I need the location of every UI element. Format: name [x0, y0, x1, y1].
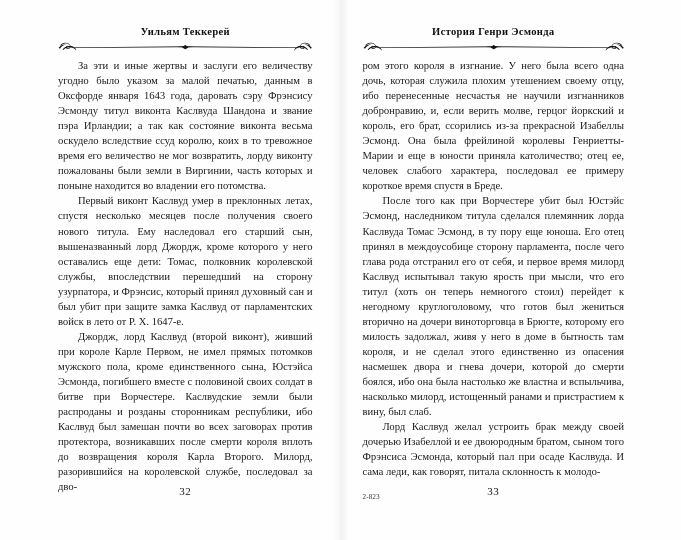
right-page-body	[363, 59, 625, 480]
paragraph: За эти и иные жертвы и заслуги его величеству угодно было указом за малой печатью, данным в Оксфорде января 1643 года, даровать сэру Фрэнсису Эсмонду титул виконта Каслвуда Шандона и звание пэра Ирландии; а так как состояние виконта весьма оскудело вследствие ссуд королю, коих в то тревожное время его величество не мог возвратить, лорду виконту пожалованы были земли в Виргинии, часть которых и поныне находится во владении его потомства.	[58, 61, 313, 193]
swash-curl-right-icon	[605, 43, 623, 51]
left-header-ornament-rule	[58, 41, 313, 53]
paragraph: Первый виконт Каслвуд умер в преклонных летах, спустя несколько месяцев после получения своего нового титула. Ему наследовал его старший сын, вышеназванный лорд Джордж, кроме которого у него оставались еще дети: Томас, полковник королевской службы, впоследствии перешедший на сторону узурпатора, и Фрэнсис, который принял духовный сан и был убит при защите замка Каслвуд от парламентских войск в лето от Р. Х. 1647-е.	[58, 196, 313, 328]
signature-mark: 2-823	[362, 493, 380, 501]
paragraph: После того как при Ворчестере убит был Юстэйс Эсмонд, наследником титула сделался племянник лорда Каслвуда Томас Эсмонд, в ту пору еще юноша. Его отец принял в междоусобице сторону парламента, после чего глава рода отстранил его от себя, и первое время милорд Каслвуд испытывал такую ярость при мысли, что его титул (хоть он теперь немногого стоил) перейдет к негодному круглоголовому, что готов был жениться вторично на дочери виноторговца в Брюгте, которому его милость задолжал, живя у него в доме в бытность там короля, и не сделал этого единственно из опасения насмешек двора и гнева дочери, которой до смерти боялся, ибо она была настолько же властна и вспыльчива, насколько милорд, истощенный ранами и пристрастием к вину, был слаб.	[362, 196, 624, 419]
right-page-number: 33	[487, 486, 500, 498]
left-page-content-area	[58, 26, 313, 524]
right-running-head-title: История Генри Эсмонда	[432, 27, 555, 38]
left-running-head-title: Уильям Теккерей	[140, 27, 230, 38]
right-page-footer	[363, 486, 625, 502]
paragraph: Лорд Каслвуд желал устроить брак между своей дочерью Изабеллой и ее двоюродным братом, сыном того Фрэнсиса Эсмонда, который пал при осаде Каслвуда. И сама леди, как говорят, питала склонность к молодо-	[362, 422, 624, 479]
right-running-head	[363, 26, 625, 56]
left-page-number: 32	[179, 486, 192, 498]
left-page-footer	[58, 486, 313, 502]
swash-curl-left-icon	[59, 43, 77, 51]
right-page-content-area	[363, 26, 625, 524]
left-page-body	[58, 59, 313, 495]
right-page	[341, 0, 681, 540]
paragraph: Джордж, лорд Каслвуд (второй виконт), живший при короле Карле Первом, не имел прямых потомков мужского пола, кроме единственного сына, Юстэйса Эсмонда, погибшего вместе с половиной своих солдат в битве при Ворчестере. Каслвудские земли были распроданы и розданы сторонникам республики, ибо Каслвуд был замешан почти во всех заговорах против протектора, возникавших после смерти короля вплоть до возвращения короля Карла Второго. Милорд, разорившийся на королевской службе, последовал за дво-	[58, 331, 313, 494]
paragraph: ром этого короля в изгнание. У него была всего одна дочь, которая служила плохим утешением своему отцу, ибо перенесенные несчастья не научили изгнанников добронравию, и, если верить молве, герцог йоркский и король, его брат, ссорились из-за прекрасной Изабеллы Эсмонд. Она была фрейлиной королевы Генриетты-Марии и еще в юности приняла католичество; отец ее, человек слабого характера, последовал ее примеру короткое время спустя в Бреде.	[362, 61, 624, 193]
swash-curl-left-icon	[363, 43, 381, 51]
right-header-ornament-rule	[363, 41, 625, 53]
swash-curl-right-icon	[294, 43, 312, 51]
left-running-head	[58, 26, 313, 56]
